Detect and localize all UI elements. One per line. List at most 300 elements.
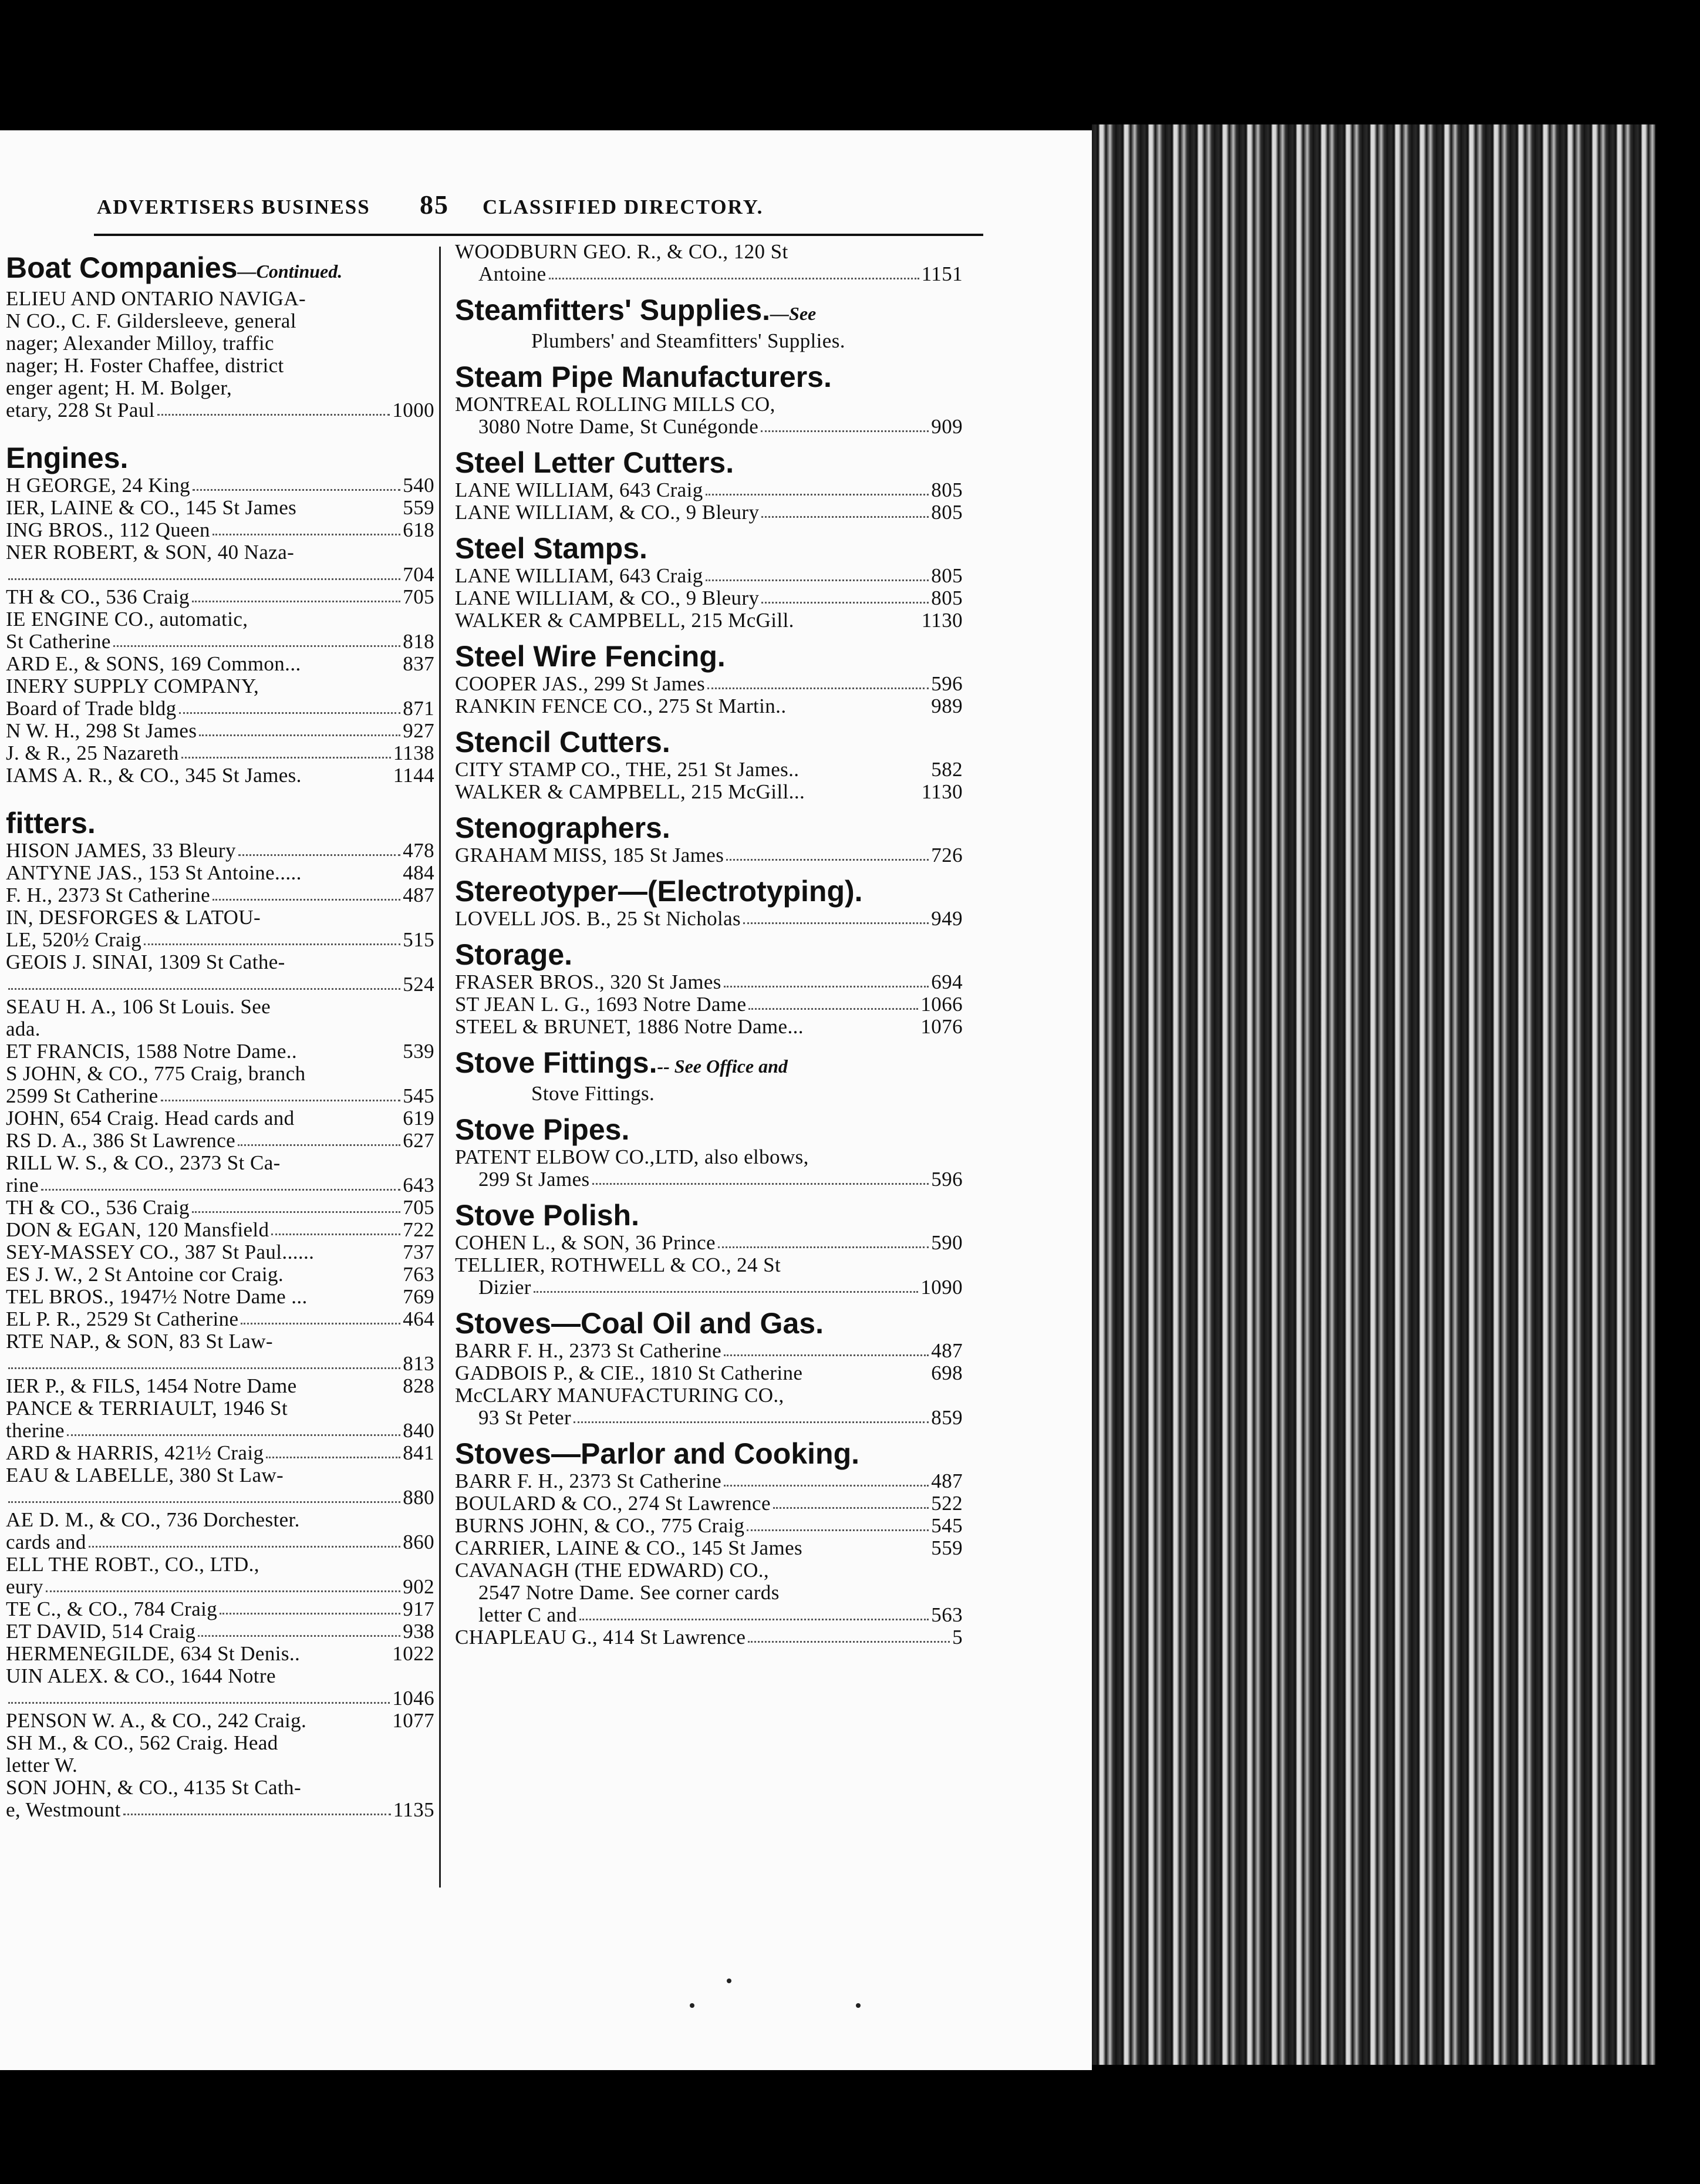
directory-entry — [455, 759, 963, 781]
leader-dots — [41, 1174, 400, 1191]
entry-page-number: 643 — [403, 1174, 434, 1197]
section-heading — [6, 251, 434, 288]
entry-spacer — [302, 1643, 390, 1659]
entry-spacer — [299, 1040, 400, 1057]
entry-spacer — [286, 1263, 400, 1280]
entry-name: etary, 228 St Paul — [6, 399, 155, 422]
section-heading-text: fitters. — [6, 807, 96, 840]
directory-entry — [6, 631, 434, 653]
entry-name: IER, LAINE & CO., 145 St James — [6, 497, 297, 519]
entry-spacer — [299, 1375, 401, 1391]
directory-entry — [455, 1232, 963, 1254]
leader-dots — [8, 973, 400, 990]
directory-entry — [6, 519, 434, 541]
leader-dots — [726, 844, 929, 861]
entry-spacer — [299, 497, 400, 513]
entry-name: LANE WILLIAM, & CO., 9 Bleury — [455, 501, 760, 524]
entry-name: ARD E., & SONS, 169 Common... — [6, 653, 301, 675]
section-heading-text: Stoves—Coal Oil and Gas. — [455, 1307, 824, 1340]
entry-spacer — [807, 781, 919, 797]
entry-name: N W. H., 298 St James — [6, 720, 197, 742]
entry-name: WALKER & CAMPBELL, 215 McGill... — [455, 781, 805, 803]
section-heading-text: Steel Stamps. — [455, 532, 647, 565]
directory-entry — [455, 263, 963, 285]
entry-name: STEEL & BRUNET, 1886 Notre Dame... — [455, 1016, 804, 1038]
directory-entry — [6, 1464, 434, 1487]
directory-section — [455, 294, 963, 352]
entry-name: TEL BROS., 1947½ Notre Dame ... — [6, 1286, 308, 1308]
leader-dots — [761, 587, 929, 604]
entry-page-number: 805 — [931, 587, 963, 609]
header-left: ADVERTISERS BUSINESS — [97, 196, 370, 218]
entry-name: SH M., & CO., 562 Craig. Head — [6, 1732, 278, 1754]
section-heading-suffix: —See — [770, 303, 817, 324]
section-heading — [455, 1046, 963, 1083]
directory-entry — [6, 1643, 434, 1665]
entry-page-number: 559 — [403, 496, 434, 519]
directory-entry — [6, 288, 434, 310]
entry-page-number: 805 — [931, 478, 963, 501]
entry-page-number: 563 — [931, 1603, 963, 1626]
entry-name: RS D. A., 386 St Lawrence — [6, 1130, 236, 1152]
directory-entry — [6, 675, 434, 697]
directory-entry — [455, 844, 963, 867]
leader-dots — [706, 565, 929, 581]
entry-name: PENSON W. A., & CO., 242 Craig. — [6, 1710, 307, 1732]
entry-name: TH & CO., 536 Craig — [6, 586, 190, 608]
directory-entry — [6, 1375, 434, 1397]
section-heading — [455, 726, 963, 759]
leader-dots — [724, 1470, 929, 1487]
entry-name: S JOHN, & CO., 775 Craig, branch — [6, 1063, 306, 1085]
directory-entry — [6, 720, 434, 742]
entry-page-number: 737 — [403, 1241, 434, 1263]
entry-page-number: 902 — [403, 1575, 434, 1598]
entry-name: RTE NAP., & SON, 83 St Law- — [6, 1330, 273, 1353]
entry-name: rine — [6, 1174, 39, 1197]
directory-section — [6, 251, 434, 422]
directory-entry — [455, 1016, 963, 1038]
leader-dots — [181, 742, 391, 759]
directory-entry — [6, 1442, 434, 1464]
entry-name: letter C and — [478, 1604, 578, 1626]
entry-name: BARR F. H., 2373 St Catherine — [455, 1470, 722, 1492]
leader-dots — [773, 1492, 929, 1509]
entry-name: UIN ALEX. & CO., 1644 Notre — [6, 1665, 276, 1687]
entry-name: HISON JAMES, 33 Bleury — [6, 840, 236, 862]
entry-page-number: 1138 — [393, 742, 434, 764]
section-heading-text: Engines. — [6, 441, 129, 474]
section-heading — [6, 807, 434, 840]
directory-section — [455, 532, 963, 632]
directory-entry — [455, 1168, 963, 1191]
section-heading-text: Stenographers. — [455, 811, 670, 844]
directory-entry — [455, 241, 963, 263]
directory-entry — [6, 474, 434, 497]
entry-page-number: 1046 — [392, 1687, 434, 1710]
leader-dots — [179, 697, 401, 714]
leader-dots — [161, 1085, 401, 1101]
leader-dots — [192, 1197, 400, 1213]
leader-dots — [266, 1442, 400, 1458]
entry-page-number: 1000 — [392, 399, 434, 422]
entry-page-number: 805 — [931, 564, 963, 587]
directory-entry — [6, 608, 434, 631]
header-rule — [94, 234, 983, 236]
entry-name: AE D. M., & CO., 736 Dorchester. — [6, 1509, 300, 1531]
directory-entry — [6, 929, 434, 951]
section-heading — [455, 360, 963, 393]
directory-entry — [455, 1537, 963, 1559]
directory-entry — [6, 564, 434, 586]
entry-name: Dizier — [478, 1276, 531, 1299]
directory-entry — [455, 416, 963, 438]
entry-name: MONTREAL ROLLING MILLS CO, — [455, 393, 775, 416]
entry-page-number: 627 — [403, 1129, 434, 1152]
directory-entry — [6, 1687, 434, 1710]
leader-dots — [592, 1168, 929, 1185]
entry-page-number: 515 — [403, 928, 434, 951]
directory-entry — [6, 1397, 434, 1420]
directory-entry — [6, 764, 434, 787]
entry-spacer — [304, 764, 391, 781]
entry-name: JOHN, 654 Craig. Head cards and — [6, 1107, 295, 1130]
directory-entry — [6, 586, 434, 608]
entry-name: GADBOIS P., & CIE., 1810 St Catherine — [455, 1362, 803, 1384]
entry-page-number: 1144 — [393, 764, 434, 787]
directory-entry — [6, 1665, 434, 1687]
directory-entry — [6, 1799, 434, 1821]
directory-section — [455, 241, 963, 285]
directory-section — [6, 807, 434, 1821]
entry-spacer — [303, 653, 401, 669]
entry-page-number: 478 — [403, 839, 434, 862]
directory-entry — [455, 587, 963, 609]
entry-name: IAMS A. R., & CO., 345 St James. — [6, 764, 302, 787]
entry-name: F. H., 2373 St Catherine — [6, 884, 211, 906]
entry-name: therine — [6, 1420, 65, 1442]
entry-name: ARD & HARRIS, 421½ Craig — [6, 1442, 264, 1464]
entry-page-number: 989 — [931, 695, 963, 717]
entry-spacer — [309, 1710, 390, 1726]
entry-page-number: 1151 — [921, 262, 963, 285]
directory-entry — [6, 840, 434, 862]
entry-name: Board of Trade bldg — [6, 697, 177, 720]
directory-entry — [6, 1754, 434, 1777]
entry-name: letter W. — [6, 1754, 78, 1777]
directory-entry — [6, 497, 434, 519]
directory-entry — [6, 310, 434, 332]
entry-spacer — [801, 759, 929, 775]
leader-dots — [144, 929, 400, 945]
leader-dots — [192, 586, 400, 602]
see-also-reference: Stove Fittings. — [531, 1082, 655, 1105]
entry-page-number: 1130 — [921, 609, 963, 632]
directory-entry — [6, 1241, 434, 1263]
section-heading — [455, 875, 963, 908]
entry-name: enger agent; H. M. Bolger, — [6, 377, 232, 399]
leader-dots — [748, 1626, 950, 1643]
directory-entry — [455, 1515, 963, 1537]
entry-page-number: 828 — [403, 1374, 434, 1397]
section-heading-text: Stereotyper—(Electrotyping). — [455, 875, 863, 908]
entry-page-number: 705 — [403, 585, 434, 608]
entry-name: H GEORGE, 24 King — [6, 474, 191, 497]
entry-name: NER ROBERT, & SON, 40 Naza- — [6, 541, 295, 564]
entry-page-number: 596 — [931, 672, 963, 695]
entry-name: RANKIN FENCE CO., 275 St Martin.. — [455, 695, 787, 717]
directory-section — [6, 441, 434, 787]
entry-page-number: 722 — [403, 1218, 434, 1241]
section-heading — [455, 1199, 963, 1232]
directory-entry — [6, 1130, 434, 1152]
entry-name: TE C., & CO., 784 Craig — [6, 1598, 218, 1620]
entry-page-number: 618 — [403, 518, 434, 541]
page-mark — [690, 2003, 694, 2008]
page-number: 85 — [420, 190, 449, 220]
entry-name: 2599 St Catherine — [6, 1085, 158, 1107]
section-heading — [455, 1307, 963, 1340]
entry-name: LE, 520½ Craig — [6, 929, 142, 951]
directory-entry — [6, 1308, 434, 1330]
directory-entry — [6, 1553, 434, 1576]
directory-entry — [6, 906, 434, 929]
directory-entry — [6, 1710, 434, 1732]
entry-page-number: 590 — [931, 1231, 963, 1254]
entry-name: GRAHAM MISS, 185 St James — [455, 844, 724, 867]
entry-name: TH & CO., 536 Craig — [6, 1197, 190, 1219]
entry-page-number: 818 — [403, 630, 434, 653]
entry-spacer — [805, 1362, 929, 1379]
leader-dots — [724, 971, 929, 987]
entry-page-number: 860 — [403, 1531, 434, 1553]
section-heading-text: Steam Pipe Manufacturers. — [455, 360, 832, 393]
entry-name: St Catherine — [6, 631, 111, 653]
entry-page-number: 694 — [931, 970, 963, 993]
entry-page-number: 1135 — [393, 1798, 434, 1821]
directory-entry — [6, 1085, 434, 1107]
directory-entry — [6, 1576, 434, 1598]
entry-name: N CO., C. F. Gildersleeve, general — [6, 310, 296, 332]
entry-name: PANCE & TERRIAULT, 1946 St — [6, 1397, 288, 1420]
entry-page-number: 487 — [403, 884, 434, 906]
entry-page-number: 5 — [952, 1626, 963, 1649]
leader-dots — [743, 908, 929, 924]
entry-page-number: 726 — [931, 844, 963, 867]
entry-name: nager; Alexander Milloy, traffic — [6, 332, 274, 355]
entry-name: IER P., & FILS, 1454 Notre Dame — [6, 1375, 297, 1397]
section-heading-text: Steel Letter Cutters. — [455, 446, 734, 479]
entry-name: 2547 Notre Dame. See corner cards — [478, 1582, 780, 1604]
directory-entry — [6, 973, 434, 996]
entry-name: eury — [6, 1576, 43, 1598]
entry-page-number: 559 — [931, 1536, 963, 1559]
directory-section — [455, 875, 963, 930]
directory-entry — [6, 862, 434, 884]
directory-entry — [6, 1040, 434, 1063]
section-heading — [455, 446, 963, 479]
entry-name: PATENT ELBOW CO.,LTD, also elbows, — [455, 1146, 809, 1168]
directory-entry — [6, 1152, 434, 1174]
directory-entry — [455, 1407, 963, 1429]
entry-name: COHEN L., & SON, 36 Prince — [455, 1232, 716, 1254]
directory-entry — [455, 908, 963, 930]
entry-name: ELL THE ROBT., CO., LTD., — [6, 1553, 259, 1576]
directory-entry — [6, 1286, 434, 1308]
entry-name: CAVANAGH (THE EDWARD) CO., — [455, 1559, 770, 1582]
directory-entry — [6, 1620, 434, 1643]
entry-page-number: 949 — [931, 907, 963, 930]
leader-dots — [241, 1308, 400, 1324]
entry-page-number: 464 — [403, 1307, 434, 1330]
header-right: CLASSIFIED DIRECTORY. — [483, 196, 764, 218]
leader-dots — [220, 1598, 400, 1615]
leader-dots — [706, 479, 929, 496]
entry-page-number: 1066 — [920, 993, 963, 1016]
entry-page-number: 859 — [931, 1406, 963, 1429]
entry-page-number: 545 — [931, 1514, 963, 1537]
leader-dots — [89, 1531, 401, 1548]
directory-entry — [6, 951, 434, 973]
directory-section — [455, 640, 963, 717]
directory-entry — [6, 1107, 434, 1130]
leader-dots — [748, 993, 918, 1010]
entry-page-number: 596 — [931, 1168, 963, 1191]
entry-spacer — [805, 1537, 929, 1553]
leader-dots — [193, 474, 400, 491]
section-heading-suffix: —Continued. — [237, 261, 343, 282]
section-heading-suffix: -- See Office and — [657, 1056, 788, 1077]
leader-dots — [157, 399, 390, 416]
directory-section — [455, 1199, 963, 1299]
directory-section — [455, 726, 963, 803]
entry-page-number: 539 — [403, 1040, 434, 1063]
entry-name: TELLIER, ROTHWELL & CO., 24 St — [455, 1254, 781, 1276]
directory-entry — [455, 1384, 963, 1407]
leader-dots — [534, 1276, 919, 1293]
entry-page-number: 524 — [403, 973, 434, 996]
directory-entry — [6, 1330, 434, 1353]
directory-entry — [6, 399, 434, 422]
section-heading-text: Stove Polish. — [455, 1199, 639, 1232]
entry-page-number: 1130 — [921, 780, 963, 803]
leader-dots — [761, 501, 929, 518]
directory-entry — [6, 1531, 434, 1553]
entry-page-number: 840 — [403, 1419, 434, 1442]
entry-name: ET DAVID, 514 Craig — [6, 1620, 196, 1643]
directory-entry — [6, 1353, 434, 1375]
entry-name: 299 St James — [478, 1168, 590, 1191]
directory-entry — [455, 1146, 963, 1168]
leader-dots — [8, 1687, 390, 1704]
directory-entry — [6, 541, 434, 564]
entry-page-number: 769 — [403, 1285, 434, 1308]
leader-dots — [238, 840, 400, 856]
directory-entry — [6, 1732, 434, 1754]
entry-page-number: 582 — [931, 758, 963, 781]
section-heading-text: Steamfitters' Supplies. — [455, 294, 771, 326]
entry-name: ANTYNE JAS., 153 St Antoine..... — [6, 862, 302, 884]
directory-entry — [6, 996, 434, 1018]
entry-name: SEY-MASSEY CO., 387 St Paul...... — [6, 1241, 315, 1263]
section-heading — [455, 811, 963, 844]
directory-entry — [6, 697, 434, 720]
entry-spacer — [304, 862, 401, 878]
directory-entry — [455, 609, 963, 632]
directory-entry — [455, 393, 963, 416]
entry-name: CARRIER, LAINE & CO., 145 St James — [455, 1537, 803, 1559]
entry-spacer — [297, 1107, 401, 1124]
entry-name: 3080 Notre Dame, St Cunégonde — [478, 416, 759, 438]
entry-spacer — [797, 609, 919, 626]
entry-name: COOPER JAS., 299 St James — [455, 673, 706, 695]
leader-dots — [718, 1232, 929, 1248]
entry-spacer — [310, 1286, 401, 1302]
entry-name: EL P. R., 2529 St Catherine — [6, 1308, 239, 1330]
section-heading — [455, 1437, 963, 1470]
book-page-edges — [1092, 124, 1655, 2065]
entry-name: LANE WILLIAM, & CO., 9 Bleury — [455, 587, 760, 609]
leader-dots — [8, 1487, 400, 1503]
directory-entry — [455, 781, 963, 803]
leader-dots — [212, 884, 400, 901]
entry-page-number: 763 — [403, 1263, 434, 1286]
entry-name: ada. — [6, 1018, 41, 1040]
entry-name: LANE WILLIAM, 643 Craig — [455, 565, 703, 587]
leader-dots — [238, 1130, 400, 1146]
entry-page-number: 841 — [403, 1441, 434, 1464]
entry-name: 93 St Peter — [478, 1407, 572, 1429]
entry-spacer — [788, 695, 929, 712]
section-heading — [6, 441, 434, 474]
entry-page-number: 927 — [403, 719, 434, 742]
entry-page-number: 837 — [403, 652, 434, 675]
entry-page-number: 619 — [403, 1107, 434, 1130]
leader-dots — [199, 720, 400, 736]
entry-page-number: 880 — [403, 1486, 434, 1509]
directory-entry — [6, 1777, 434, 1799]
directory-entry — [455, 695, 963, 717]
entry-page-number: 705 — [403, 1196, 434, 1219]
entry-name: nager; H. Foster Chaffee, district — [6, 355, 284, 377]
directory-section — [455, 1307, 963, 1429]
directory-entry — [6, 1063, 434, 1085]
entry-name: LOVELL JOS. B., 25 St Nicholas — [455, 908, 741, 930]
entry-page-number: 704 — [403, 563, 434, 586]
entry-name: J. & R., 25 Nazareth — [6, 742, 179, 764]
leader-dots — [67, 1420, 400, 1436]
entry-name: ET FRANCIS, 1588 Notre Dame.. — [6, 1040, 298, 1063]
directory-entry — [6, 1018, 434, 1040]
directory-section — [455, 1113, 963, 1191]
section-heading — [455, 294, 963, 330]
entry-name: SEAU H. A., 106 St Louis. See — [6, 996, 271, 1018]
directory-entry — [6, 1219, 434, 1241]
entry-name: IE ENGINE CO., automatic, — [6, 608, 248, 631]
directory-entry — [6, 355, 434, 377]
entry-page-number: 1090 — [920, 1276, 963, 1299]
directory-entry — [6, 1487, 434, 1509]
entry-name: e, Westmount — [6, 1799, 121, 1821]
directory-entry — [455, 971, 963, 993]
leader-dots — [46, 1576, 401, 1592]
entry-name: INERY SUPPLY COMPANY, — [6, 675, 259, 697]
directory-entry — [6, 1174, 434, 1197]
left-column — [6, 241, 434, 1821]
leader-dots — [579, 1604, 929, 1620]
right-column — [455, 241, 963, 1649]
directory-entry — [6, 1598, 434, 1620]
